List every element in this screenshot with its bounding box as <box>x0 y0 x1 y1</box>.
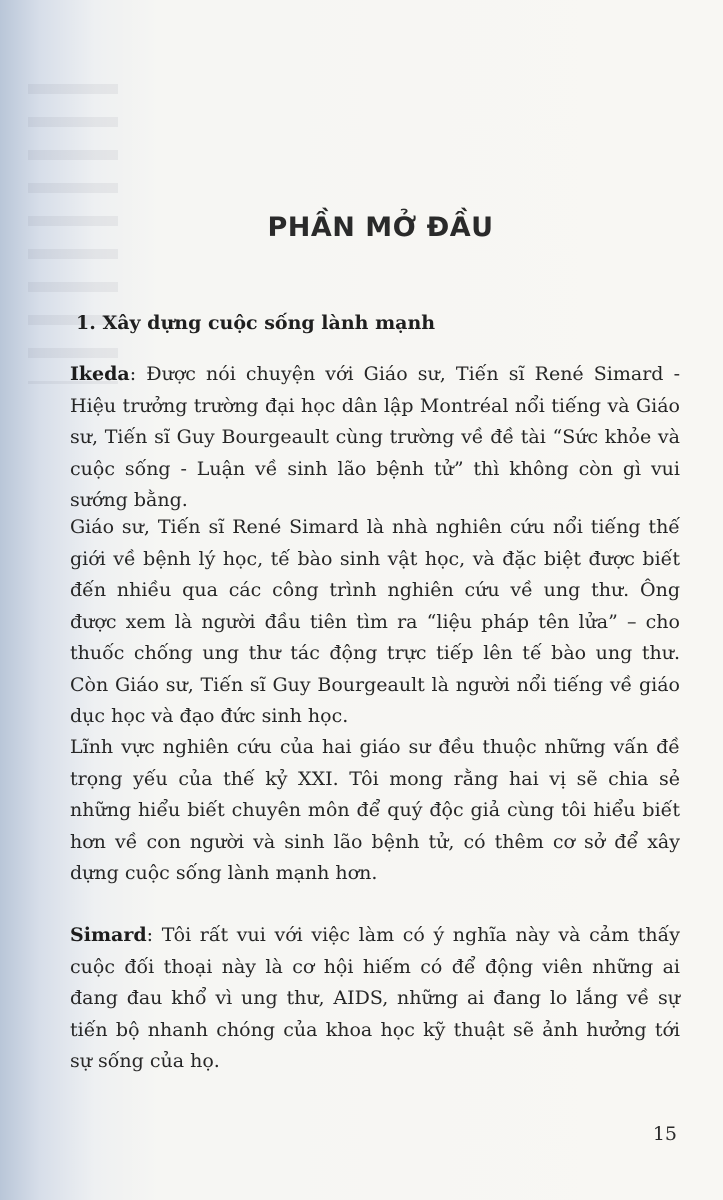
paragraph-simard-intro <box>70 512 680 733</box>
paragraph-research-fields <box>70 732 680 890</box>
section-title: 1. Xây dựng cuộc sống lành mạnh <box>76 312 436 334</box>
paragraph-text: Lĩnh vực nghiên cứu của hai giáo sư đều thuộc những vấn đề trọng yếu của thế kỷ XXI. Tôi mong rằng hai vị sẽ chia sẻ những hiểu biết chuyên môn để quý độc giả cùng tôi hiểu biết hơn về con người và sinh lão bệnh tử, có thêm cơ sở để xây dựng cuộc sống lành mạnh hơn. <box>70 736 680 884</box>
paragraph-text: : Được nói chuyện với Giáo sư, Tiến sĩ René Simard - Hiệu trưởng trường đại học dân lập Montréal nổi tiếng và Giáo sư, Tiến sĩ Guy Bourgeault cùng trường về đề tài “Sức khỏe và cuộc sống - Luận về sinh lão bệnh tử” thì không còn gì vui sướng bằng. <box>70 363 680 511</box>
page-number: 15 <box>652 1123 677 1145</box>
chapter-heading: PHẦN MỞ ĐẦU <box>267 212 494 243</box>
speaker-name: Ikeda <box>70 363 130 385</box>
paragraph-simard-reply <box>70 920 680 1078</box>
paragraph-ikeda <box>70 359 680 517</box>
speaker-name: Simard <box>70 924 147 946</box>
paragraph-text: : Tôi rất vui với việc làm có ý nghĩa này và cảm thấy cuộc đối thoại này là cơ hội hiếm có để động viên những ai đang đau khổ vì ung thư, AIDS, những ai đang lo lắng về sự tiến bộ nhanh chóng của khoa học kỹ thuật sẽ ảnh hưởng tới sự sống của họ. <box>70 924 680 1072</box>
paragraph-text: Giáo sư, Tiến sĩ René Simard là nhà nghiên cứu nổi tiếng thế giới về bệnh lý học, tế bào sinh vật học, và đặc biệt được biết đến nhiều qua các công trình nghiên cứu về ung thư. Ông được xem là người đầu tiên tìm ra “liệu pháp tên lửa” – cho thuốc chống ung thư tác động trực tiếp lên tế bào ung thư. Còn Giáo sư, Tiến sĩ Guy Bourgeault là người nổi tiếng về giáo dục học và đạo đức sinh học. <box>70 516 680 727</box>
